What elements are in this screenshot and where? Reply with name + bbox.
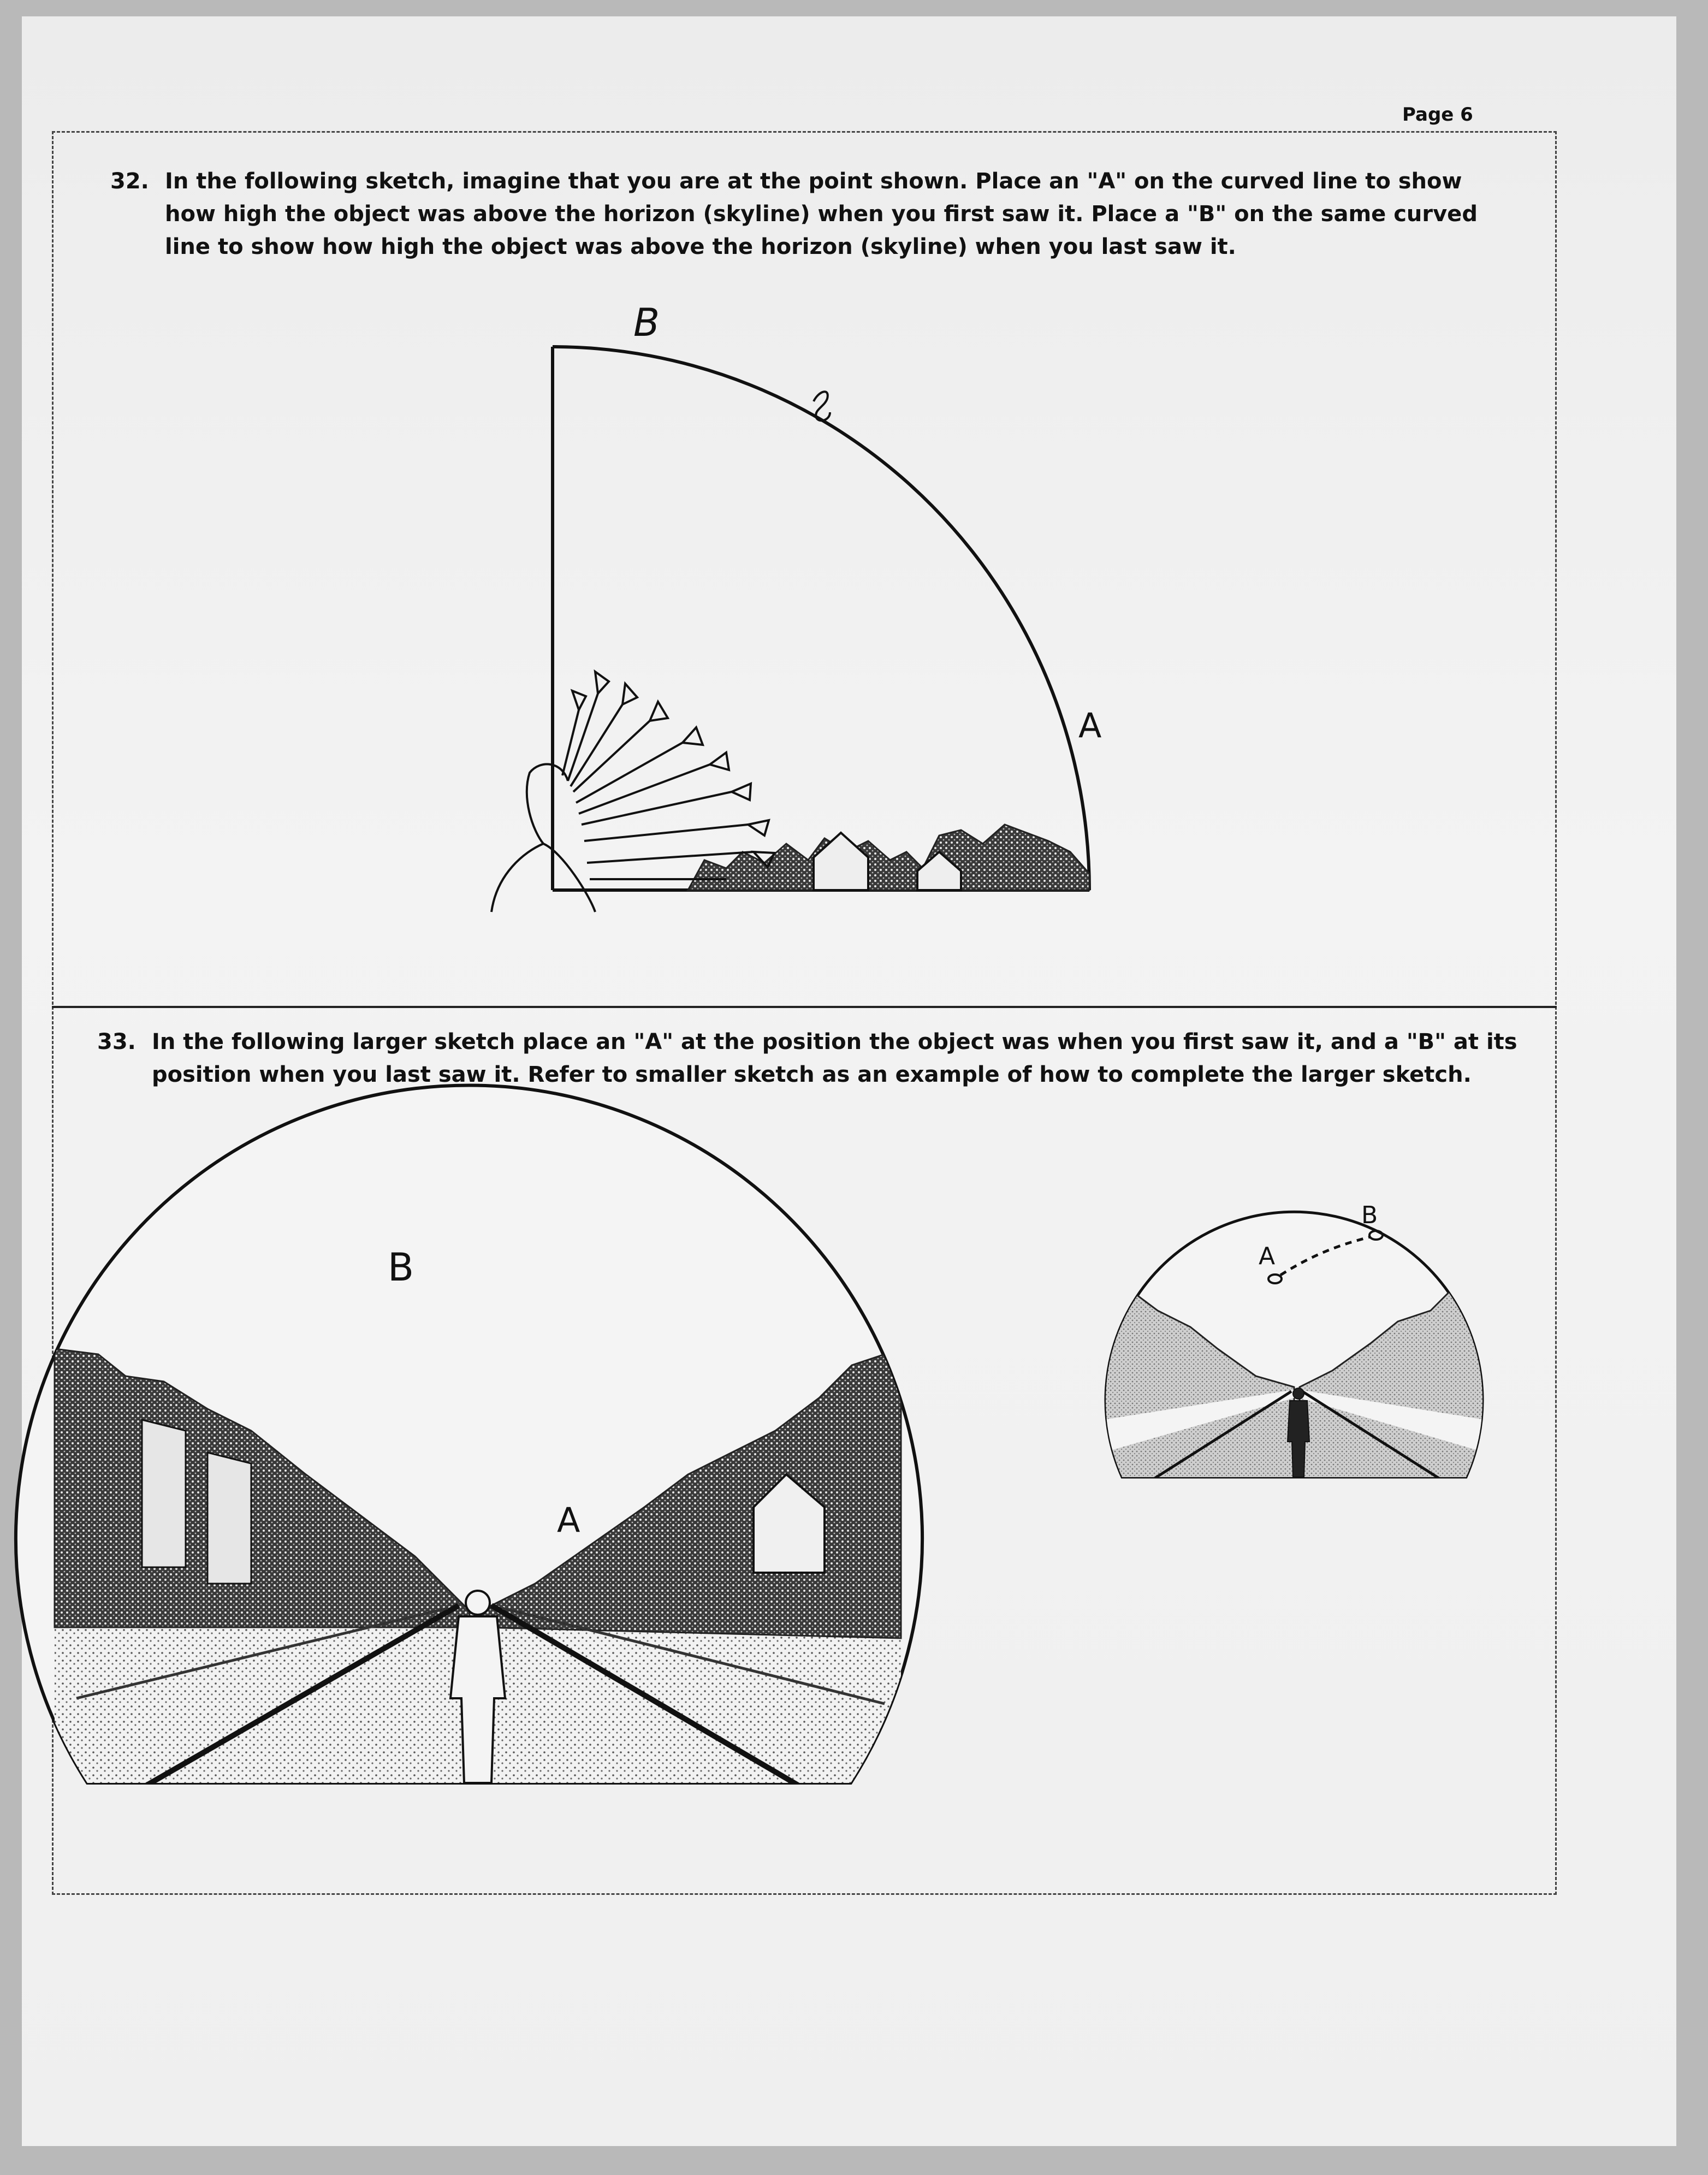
sketch-33-example [1103,1201,1485,1485]
page-number: Page 6 [1402,104,1473,126]
sketch-33-large [16,1085,922,1791]
question-32-number: 32. [110,169,149,194]
sketch-32 [491,300,1101,912]
sketch-32-curved-line [553,347,1089,890]
question-33-number: 33. [97,1029,136,1054]
sketch-32-mark-a: A [1078,706,1102,745]
large-sketch-mark-a: A [557,1500,580,1540]
sketch-32-mark-b: B [633,300,660,345]
large-sketch-mark-b: B [388,1245,414,1290]
question-33-text: In the following larger sketch place an "A" at the position the object was when you first saw it, and a "B" at its position when you last saw it. Refer to smaller sketch as an example of how to complete the larger sketch. [152,1029,1517,1087]
sketch-32-skyline [688,825,1089,890]
sketch-32-scribble [814,392,830,420]
question-32-text: In the following sketch, imagine that you are at the point shown. Place an "A" on the curved line to show how high the object was above the horizon (skyline) when you first saw it. Place a "B" on the same curved line to show how high the object was above the horizon (skyline) when you last saw it. [165,169,1478,259]
example-mark-b: B [1361,1201,1378,1229]
example-mark-a: A [1259,1242,1276,1270]
